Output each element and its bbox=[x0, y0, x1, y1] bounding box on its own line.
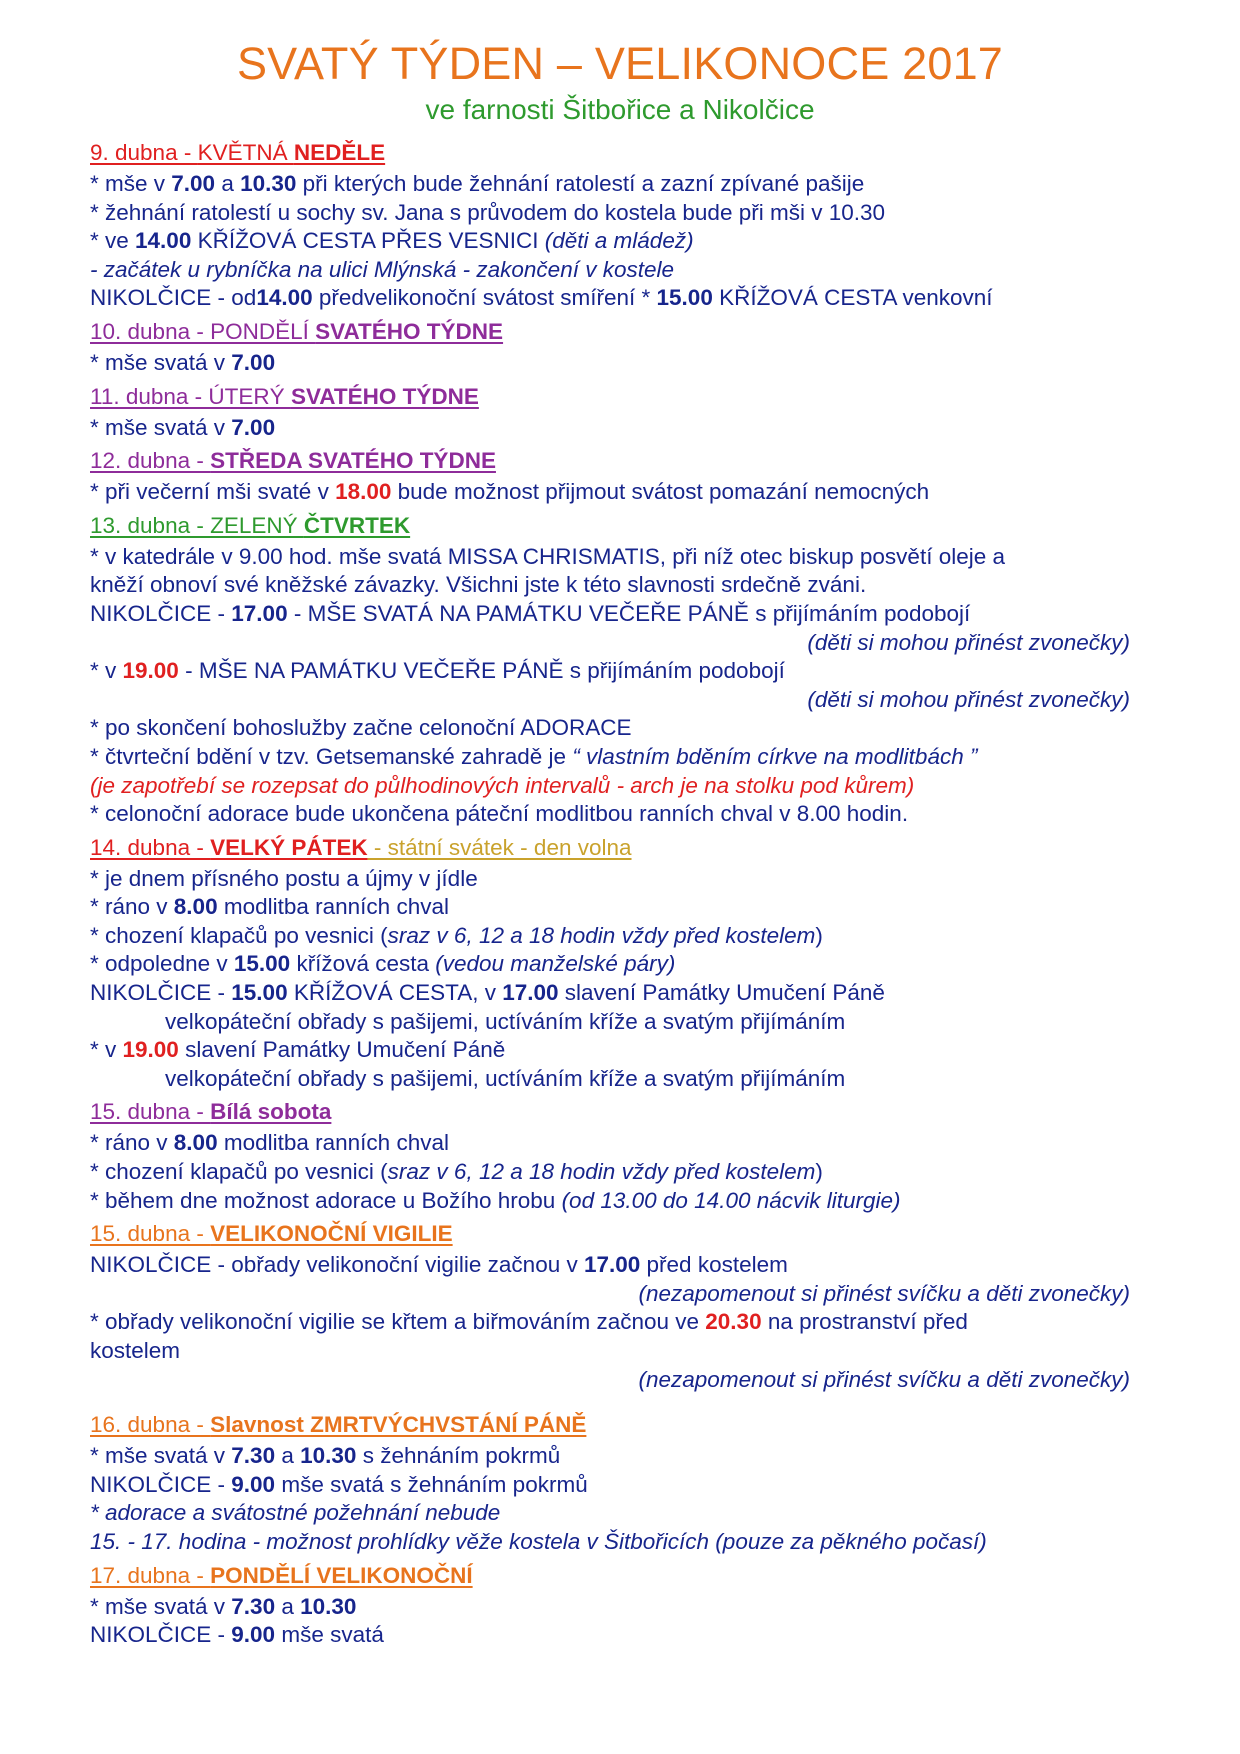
text-run: ) bbox=[815, 922, 823, 948]
text-run: (nezapomenout si přinést svíčku a děti zvonečky) bbox=[638, 1280, 1130, 1306]
schedule-line bbox=[90, 414, 1170, 443]
text-run: * ráno v bbox=[90, 894, 174, 920]
schedule-line bbox=[90, 1471, 1170, 1500]
text-run: (je zapotřebí se rozepsat do půlhodinových intervalů - arch je na stolku pod kůrem) bbox=[90, 772, 915, 798]
text-run: NIKOLČICE - bbox=[90, 1471, 232, 1497]
text-run: 19.00 bbox=[122, 1037, 179, 1063]
text-run: 8.00 bbox=[173, 1130, 218, 1156]
text-run: * celonoční adorace bude ukončena páteční modlitbou ranních chval v 8.00 hodin. bbox=[90, 801, 909, 827]
text-run: mše svatá s žehnáním pokrmů bbox=[275, 1471, 588, 1497]
text-run: a bbox=[215, 171, 241, 196]
schedule-line bbox=[90, 284, 1170, 313]
text-run: 10.30 bbox=[300, 1593, 357, 1619]
text-run: 17.00 bbox=[583, 1252, 641, 1278]
text-run: 7.00 bbox=[171, 171, 216, 196]
schedule-line bbox=[90, 349, 1170, 378]
text-run: 9.00 bbox=[231, 1622, 276, 1648]
text-run: KVĚTNÁ bbox=[197, 140, 294, 165]
schedule-line bbox=[90, 1251, 1170, 1280]
text-run: * chození klapačů po vesnici ( bbox=[90, 1159, 388, 1185]
text-run: * mše svatá v bbox=[90, 1443, 232, 1469]
text-run: 10.30 bbox=[240, 171, 297, 196]
schedule-line bbox=[90, 170, 1170, 199]
schedule-line bbox=[90, 772, 1170, 801]
text-run: PONDĚLÍ VELIKONOČNÍ bbox=[210, 1562, 473, 1588]
schedule-line bbox=[90, 893, 1170, 922]
text-run: NIKOLČICE - bbox=[90, 1622, 232, 1648]
text-run: * čtvrteční bdění v tzv. Getsemanské zahradě je bbox=[90, 743, 573, 769]
schedule-line bbox=[90, 600, 1170, 629]
schedule-line bbox=[90, 743, 1170, 772]
text-run: křížová cesta bbox=[290, 951, 436, 977]
text-run: 15. dubna - bbox=[90, 1221, 211, 1247]
text-run: * je dnem přísného postu a újmy v jídle bbox=[90, 865, 478, 891]
schedule-line bbox=[90, 256, 1170, 285]
text-run: 15. dubna - bbox=[90, 1099, 211, 1125]
text-run: NIKOLČICE - bbox=[90, 600, 232, 626]
text-run: STŘEDA SVATÉHO TÝDNE bbox=[210, 448, 496, 474]
text-run: * odpoledne v bbox=[90, 951, 234, 977]
text-run: 7.00 bbox=[231, 414, 276, 440]
text-run: 15.00 bbox=[231, 980, 288, 1006]
schedule-line bbox=[90, 800, 1170, 829]
text-run: 10. dubna - PONDĚLÍ bbox=[90, 318, 316, 344]
text-run: na prostranství před bbox=[761, 1309, 968, 1335]
text-run: * mše svatá v bbox=[90, 349, 232, 375]
spacer bbox=[90, 1394, 1170, 1406]
text-run: 10.30 bbox=[300, 1443, 357, 1469]
text-run: 9. dubna - bbox=[90, 140, 198, 165]
text-run: 15.00 bbox=[233, 951, 291, 977]
text-run: VELIKONOČNÍ VIGILIE bbox=[210, 1221, 453, 1247]
text-run: 14.00 bbox=[256, 285, 313, 311]
text-run: (děti si mohou přinést zvonečky) bbox=[807, 629, 1130, 655]
text-run: NIKOLČICE - bbox=[90, 980, 232, 1006]
schedule-line bbox=[90, 979, 1170, 1008]
text-run: (děti a mládež) bbox=[544, 228, 694, 254]
day-heading bbox=[90, 829, 1170, 865]
day-heading bbox=[90, 313, 1170, 349]
text-run: (děti si mohou přinést zvonečky) bbox=[807, 686, 1130, 712]
schedule-line bbox=[90, 950, 1170, 979]
text-run: VELKÝ PÁTEK bbox=[210, 834, 368, 860]
schedule-line bbox=[90, 1158, 1170, 1187]
schedule-line bbox=[90, 922, 1170, 951]
schedule-line bbox=[90, 714, 1170, 743]
text-run: 16. dubna - bbox=[90, 1412, 211, 1438]
text-run: velkopáteční obřady s pašijemi, uctíváním kříže a svatým přijímáním bbox=[165, 1008, 846, 1034]
day-heading bbox=[90, 1215, 1170, 1251]
schedule-line bbox=[90, 1621, 1170, 1650]
schedule-line bbox=[90, 543, 1170, 572]
text-run: (od 13.00 do 14.00 nácvik liturgie) bbox=[561, 1187, 901, 1213]
text-run: sraz v 6, 12 a 18 hodin vždy před kostelem bbox=[387, 1159, 816, 1185]
text-run: Bílá sobota bbox=[210, 1099, 332, 1125]
schedule-line bbox=[90, 1187, 1170, 1216]
text-run: před kostelem bbox=[640, 1252, 788, 1278]
text-run: NIKOLČICE - od bbox=[90, 285, 257, 311]
text-run: - MŠE SVATÁ NA PAMÁTKU VEČEŘE PÁNĚ s přijímáním podobojí bbox=[287, 600, 971, 626]
text-run: - státní svátek - den volna bbox=[367, 834, 632, 860]
text-run: * ráno v bbox=[90, 1130, 174, 1156]
text-run: 20.30 bbox=[705, 1309, 762, 1335]
schedule-line bbox=[90, 571, 1170, 600]
right-aligned-note bbox=[90, 686, 1130, 715]
text-run: modlitba ranních chval bbox=[217, 1130, 449, 1156]
schedule-line bbox=[90, 657, 1170, 686]
schedule-content bbox=[90, 134, 1170, 1650]
text-run: 11. dubna - ÚTERÝ bbox=[90, 383, 291, 409]
text-run: a bbox=[275, 1593, 301, 1619]
text-run: 7.30 bbox=[231, 1443, 276, 1469]
document-title: SVATÝ TÝDEN – VELIKONOCE 2017 bbox=[236, 38, 1004, 89]
day-heading bbox=[90, 134, 1170, 170]
schedule-line bbox=[90, 1129, 1170, 1158]
text-run: 14. dubna - bbox=[90, 834, 211, 860]
text-run: modlitba ranních chval bbox=[217, 894, 449, 920]
schedule-line bbox=[90, 478, 1170, 507]
text-run: - MŠE NA PAMÁTKU VEČEŘE PÁNĚ s přijímáním podobojí bbox=[178, 658, 785, 684]
text-run: * v bbox=[90, 658, 123, 684]
text-run: SVATÉHO TÝDNE bbox=[290, 383, 479, 409]
text-run: * mše v bbox=[90, 171, 172, 196]
schedule-line bbox=[90, 629, 1170, 658]
text-run: Slavnost ZMRTVÝCHVSTÁNÍ PÁNĚ bbox=[210, 1412, 587, 1438]
day-heading bbox=[90, 1406, 1170, 1442]
text-run: NEDĚLE bbox=[293, 140, 386, 165]
text-run: (vedou manželské páry) bbox=[435, 951, 676, 977]
text-run: při kterých bude žehnání ratolestí a zazní zpívané pašije bbox=[296, 171, 865, 196]
schedule-line bbox=[90, 1442, 1170, 1471]
right-aligned-note bbox=[90, 1366, 1130, 1395]
text-run: 14.00 bbox=[135, 228, 192, 254]
day-heading bbox=[90, 442, 1170, 478]
day-heading bbox=[90, 1093, 1170, 1129]
right-aligned-note bbox=[90, 629, 1130, 658]
text-run: 12. dubna - bbox=[90, 448, 211, 474]
text-run: KŘÍŽOVÁ CESTA venkovní bbox=[712, 285, 993, 311]
text-run: 7.00 bbox=[231, 349, 276, 375]
text-run: * při večerní mši svaté v bbox=[90, 479, 336, 505]
text-run: * obřady velikonoční vigilie se křtem a biřmováním začnou ve bbox=[90, 1309, 706, 1335]
text-run: * po skončení bohoslužby začne celonoční ADORACE bbox=[90, 715, 632, 741]
day-heading bbox=[90, 507, 1170, 543]
document-subtitle: ve farnosti Šitbořice a Nikolčice bbox=[425, 94, 815, 125]
text-run: * v bbox=[90, 1037, 123, 1063]
schedule-line bbox=[90, 1008, 1170, 1037]
text-run: KŘÍŽOVÁ CESTA PŘES VESNICI bbox=[191, 228, 545, 254]
schedule-line bbox=[90, 1308, 1170, 1337]
text-run: a bbox=[275, 1443, 301, 1469]
schedule-line bbox=[90, 1036, 1170, 1065]
text-run: kostelem bbox=[90, 1338, 181, 1363]
text-run: NIKOLČICE - obřady velikonoční vigilie začnou v bbox=[90, 1252, 584, 1278]
text-run: * ve bbox=[90, 228, 136, 254]
text-run: 17. dubna - bbox=[90, 1562, 211, 1588]
text-run: 15.00 bbox=[656, 285, 713, 311]
day-heading bbox=[90, 378, 1170, 414]
text-run: sraz v 6, 12 a 18 hodin vždy před kostelem bbox=[387, 922, 816, 948]
text-run: * adorace a svátostné požehnání nebude bbox=[90, 1500, 501, 1526]
text-run: (nezapomenout si přinést svíčku a děti zvonečky) bbox=[638, 1366, 1130, 1392]
text-run: “ vlastním bděním církve na modlitbách ” bbox=[572, 743, 978, 769]
text-run: * během dne možnost adorace u Božího hrobu bbox=[90, 1187, 562, 1213]
schedule-line bbox=[90, 1593, 1170, 1622]
text-run: s žehnáním pokrmů bbox=[356, 1443, 561, 1469]
right-aligned-note bbox=[90, 1280, 1130, 1309]
text-run: 17.00 bbox=[502, 980, 559, 1006]
text-run: ČTVRTEK bbox=[303, 512, 411, 538]
text-run: 15. - 17. hodina - možnost prohlídky věže kostela v Šitbořicích (pouze za pěkného počasí) bbox=[90, 1528, 987, 1554]
text-run: mše svatá bbox=[275, 1622, 384, 1648]
text-run: * mše svatá v bbox=[90, 1593, 232, 1619]
text-run: - začátek u rybníčka na ulici Mlýnská - zakončení v kostele bbox=[90, 256, 675, 282]
text-run: kněží obnoví své kněžské závazky. Všichni jste k této slavnosti srdečně zváni. bbox=[90, 572, 867, 598]
text-run: * chození klapačů po vesnici ( bbox=[90, 922, 388, 948]
schedule-line bbox=[90, 199, 1170, 228]
schedule-line bbox=[90, 227, 1170, 256]
schedule-line bbox=[90, 686, 1170, 715]
text-run: 9.00 bbox=[231, 1471, 276, 1497]
schedule-line bbox=[90, 1280, 1170, 1309]
schedule-line bbox=[90, 1337, 1170, 1366]
text-run: bude možnost přijmout svátost pomazání nemocných bbox=[391, 479, 930, 505]
text-run: 18.00 bbox=[335, 479, 392, 505]
text-run: slavení Památky Umučení Páně bbox=[558, 980, 885, 1006]
text-run: 8.00 bbox=[173, 894, 218, 920]
text-run: slavení Památky Umučení Páně bbox=[178, 1037, 506, 1063]
schedule-line bbox=[90, 1528, 1170, 1557]
text-run: KŘÍŽOVÁ CESTA, v bbox=[287, 980, 503, 1006]
text-run: 7.30 bbox=[231, 1593, 276, 1619]
schedule-line bbox=[90, 1065, 1170, 1094]
text-run: 17.00 bbox=[231, 600, 288, 626]
schedule-line bbox=[90, 1366, 1170, 1395]
text-run: * mše svatá v bbox=[90, 414, 232, 440]
text-run: * v katedrále v 9.00 hod. mše svatá MISSA CHRISMATIS, při níž otec biskup posvětí oleje a bbox=[90, 543, 1005, 569]
text-run: předvelikonoční svátost smíření * bbox=[312, 285, 657, 311]
schedule-line bbox=[90, 1499, 1170, 1528]
text-run: 19.00 bbox=[122, 658, 179, 684]
text-run: SVATÉHO TÝDNE bbox=[315, 318, 504, 344]
text-run: ) bbox=[815, 1159, 823, 1185]
text-run: 13. dubna - ZELENÝ bbox=[90, 512, 304, 538]
text-run: * žehnání ratolestí u sochy sv. Jana s průvodem do kostela bude při mši v 10.30 bbox=[90, 199, 886, 225]
day-heading bbox=[90, 1557, 1170, 1593]
schedule-line bbox=[90, 865, 1170, 894]
text-run: velkopáteční obřady s pašijemi, uctíváním kříže a svatým přijímáním bbox=[165, 1065, 846, 1091]
